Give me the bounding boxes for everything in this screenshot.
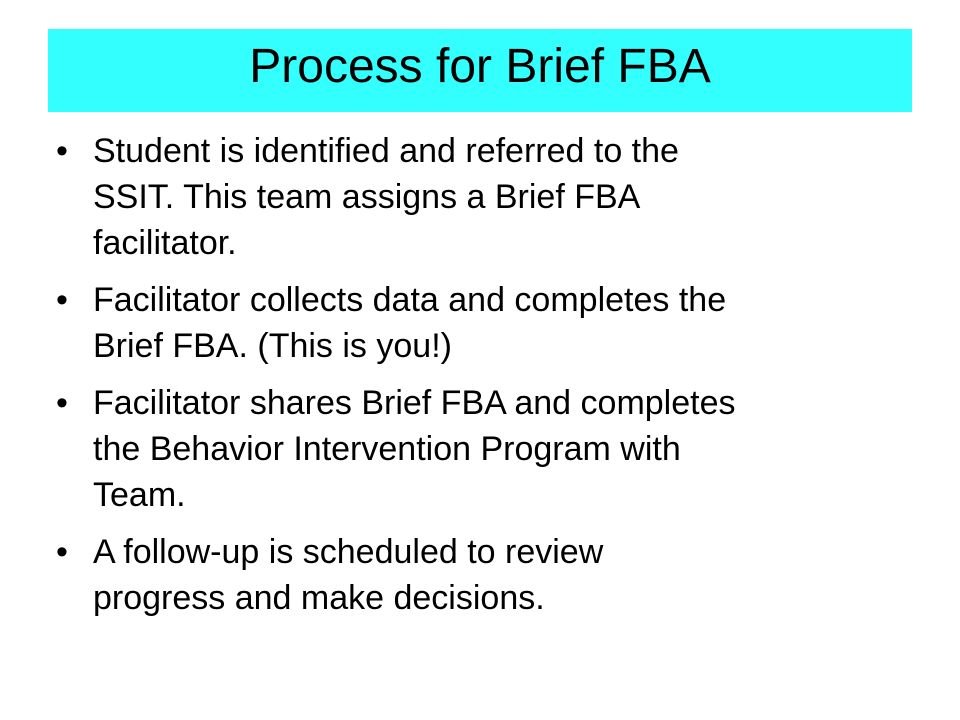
bullet-text: Facilitator shares Brief FBA and completes the Behavior Intervention Program with Team. [93, 384, 736, 514]
bullet-icon: • [56, 281, 68, 319]
bullet-text: A follow-up is scheduled to review progress and make decisions. [93, 533, 604, 617]
bullet-text: Student is identified and referred to the SSIT. This team assigns a Brief FBA facilitator. [93, 132, 679, 262]
title-bar [48, 29, 912, 112]
bullet-item [56, 277, 926, 369]
bullet-icon: • [56, 384, 68, 422]
bullet-text: Facilitator collects data and completes the Brief FBA. (This is you!) [93, 281, 727, 365]
bullet-item [56, 380, 926, 518]
bullet-icon: • [56, 533, 68, 571]
bullet-icon: • [56, 132, 68, 170]
bullet-item [56, 529, 926, 621]
bullet-item [56, 128, 926, 266]
slide-title: Process for Brief FBA [249, 39, 711, 93]
bullet-list [56, 128, 926, 632]
